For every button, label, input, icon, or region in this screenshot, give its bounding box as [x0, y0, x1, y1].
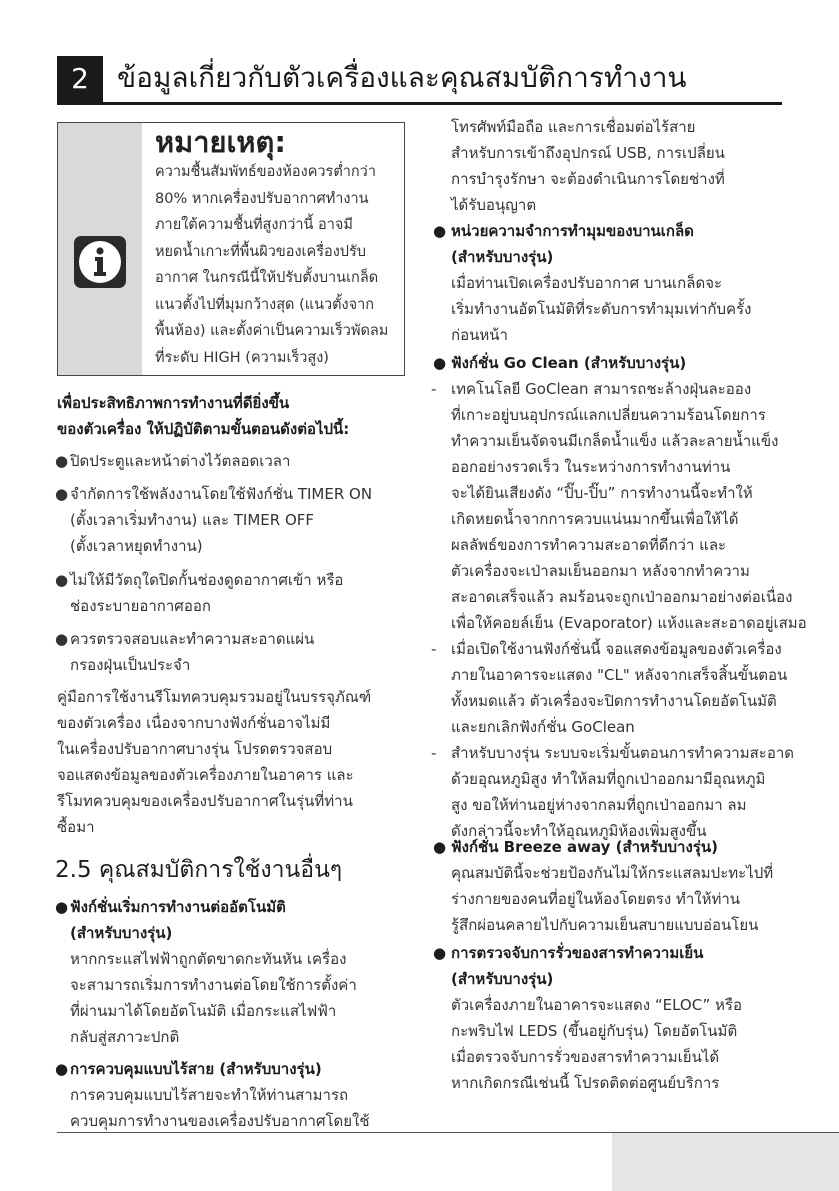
feature-body-line: หากเกิดกรณีเช่นนี้ โปรดติดต่อศูนย์บริการ [451, 1074, 720, 1092]
feature-body-line: กลับสู่สภาวะปกติ [70, 1028, 180, 1046]
manual-paragraph-line: รีโมทควบคุมของเครื่องปรับอากาศในรุ่นที่ท่าน [57, 792, 353, 810]
info-icon [74, 236, 126, 288]
feature-title: ฟังก์ชั่นเริ่มการทำงานต่ออัตโนมัติ [70, 898, 286, 916]
go-clean-line: สะอาดเสร็จแล้ว ลมร้อนจะถูกเป่าออกมาอย่างต่อเนื่อง [451, 588, 793, 606]
continuation-line: การบำรุงรักษา จะต้องดำเนินการโดยช่างที่ [451, 170, 725, 188]
dash-icon: - [431, 640, 437, 658]
feature-body-line: ตัวเครื่องภายในอาคารจะแสดง “ELOC” หรือ [451, 996, 742, 1014]
feature-title: การควบคุมแบบไร้สาย (สำหรับบางรุ่น) [70, 1060, 322, 1078]
feature-body-line: ควบคุมการทำงานของเครื่องปรับอากาศโดยใช้ [70, 1112, 370, 1130]
go-clean-line: ภายในอาคารจะแสดง "CL" หลังจากเสร็จสิ้นขั้นตอน [451, 666, 788, 684]
go-clean-line: สูง ขอให้ท่านอยู่ห่างจากลมที่ถูกเป่าออกมา ลม [451, 796, 747, 814]
manual-paragraph-line: ของตัวเครื่อง เนื่องจากบางฟังก์ชั่นอาจไม่มี [57, 714, 331, 732]
feature-title: ฟังก์ชั่น Breeze away (สำหรับบางรุ่น) [451, 838, 718, 856]
note-title: หมายเหตุ: [155, 125, 286, 159]
feature-body-line: รู้สึกผ่อนคลายไปกับความเย็นสบายแบบอ่อนโยน [451, 916, 759, 934]
tip-line: ไม่ให้มีวัตถุใดปิดกั้นช่องดูดอากาศเข้า หรือ [70, 571, 344, 589]
feature-title: (สำหรับบางรุ่น) [451, 248, 554, 266]
feature-title: ฟังก์ชั่น Go Clean (สำหรับบางรุ่น) [451, 354, 687, 372]
go-clean-line: ทั้งหมดแล้ว ตัวเครื่องจะปิดการทำงานโดยอัตโนมัติ [451, 692, 777, 710]
note-line: หยดน้ำเกาะที่พื้นผิวของเครื่องปรับ [155, 243, 366, 260]
tip-line: ช่องระบายอากาศออก [70, 597, 211, 615]
go-clean-line: ทำความเย็นจัดจนมีเกล็ดน้ำแข็ง แล้วละลายน้ำแข็ง [451, 432, 779, 450]
go-clean-line: ออกอย่างรวดเร็ว ในระหว่างการทำงานท่าน [451, 458, 731, 476]
tip-line: ควรตรวจสอบและทำความสะอาดแผ่น [70, 630, 315, 648]
feature-body-line: เริ่มทำงานอัตโนมัติที่ระดับการทำมุมเท่ากับครั้ง [451, 300, 752, 318]
efficiency-heading: ของตัวเครื่อง ให้ปฏิบัติตามขั้นตอนดังต่อไปนี้: [57, 420, 350, 438]
manual-paragraph-line: ซื้อมา [57, 818, 95, 836]
feature-title: (สำหรับบางรุ่น) [70, 924, 173, 942]
feature-title: หน่วยความจำการทำมุมของบานเกล็ด [451, 222, 694, 240]
go-clean-line: และยกเลิกฟังก์ชั่น GoClean [451, 718, 635, 736]
tip-line: จำกัดการใช้พลังงานโดยใช้ฟังก์ชั่น TIMER ON [70, 485, 373, 503]
feature-body-line: กะพริบไฟ LEDS (ขึ้นอยู่กับรุ่น) โดยอัตโนมัติ [451, 1022, 738, 1040]
feature-body-line: จะสามารถเริ่มการทำงานต่อโดยใช้การตั้งค่า [70, 976, 357, 994]
feature-body-line: ร่างกายของคนที่อยู่ในห้องโดยตรง ทำให้ท่าน [451, 890, 741, 908]
manual-paragraph-line: คู่มือการใช้งานรีโมทควบคุมรวมอยู่ในบรรจุภัณฑ์ [57, 688, 372, 706]
tip-line: ปิดประตูและหน้าต่างไว้ตลอดเวลา [70, 452, 291, 470]
go-clean-line: ผลลัพธ์ของการทำความสะอาดที่ดีกว่า และ [451, 536, 727, 554]
manual-paragraph-line: จอแสดงข้อมูลของตัวเครื่องภายในอาคาร และ [57, 766, 354, 784]
go-clean-line: เมื่อเปิดใช้งานฟังก์ชั่นนี้ จอแสดงข้อมูลของตัวเครื่อง [451, 640, 782, 658]
header-rule [57, 102, 782, 105]
bullet-icon: ● [55, 898, 69, 916]
go-clean-line: เกิดหยดน้ำจากการควบแน่นมากขึ้นเพื่อให้ได้ [451, 510, 739, 528]
chapter-number: 2 [57, 56, 103, 102]
bullet-icon: ● [433, 944, 447, 962]
bullet-icon: ● [55, 630, 69, 648]
bullet-icon: ● [55, 1060, 69, 1078]
feature-body-line: ที่ผ่านมาได้โดยอัตโนมัติ เมื่อกระแสไฟฟ้า [70, 1002, 337, 1020]
efficiency-heading: เพื่อประสิทธิภาพการทำงานที่ดียิ่งขึ้น [57, 394, 290, 412]
feature-title: (สำหรับบางรุ่น) [451, 970, 554, 988]
bullet-icon: ● [433, 222, 447, 240]
feature-body-line: เมื่อตรวจจับการรั่วของสารทำความเย็นได้ [451, 1048, 720, 1066]
go-clean-line: เทคโนโลยี GoClean สามารถชะล้างฝุ่นละออง [451, 380, 752, 398]
go-clean-line: ที่เกาะอยู่บนอุปกรณ์แลกเปลี่ยนความร้อนโดยการ [451, 406, 766, 424]
manual-paragraph-line: ในเครื่องปรับอากาศบางรุ่น โปรดตรวจสอบ [57, 740, 333, 758]
tip-line: กรองฝุ่นเป็นประจำ [70, 656, 191, 674]
tip-line: (ตั้งเวลาเริ่มทำงาน) และ TIMER OFF [70, 511, 315, 529]
note-line: แนวตั้งไปที่มุมกว้างสุด (แนวตั้งจาก [155, 296, 375, 313]
tip-line: (ตั้งเวลาหยุดทำงาน) [70, 537, 203, 555]
chapter-header [57, 56, 782, 102]
feature-body-line: ก่อนหน้า [451, 326, 508, 344]
dash-icon: - [431, 380, 437, 398]
note-line: ภายใต้ความชื้นที่สูงกว่านี้ อาจมี [155, 217, 353, 233]
feature-body-line: เมื่อท่านเปิดเครื่องปรับอากาศ บานเกล็ดจะ [451, 274, 723, 292]
continuation-line: สำหรับการเข้าถึงอุปกรณ์ USB, การเปลี่ยน [451, 144, 725, 162]
continuation-line: ได้รับอนุญาต [451, 196, 537, 214]
go-clean-line: ตัวเครื่องจะเป่าลมเย็นออกมา หลังจากทำความ [451, 562, 750, 580]
bullet-icon: ● [55, 485, 69, 503]
note-line: ความชื้นสัมพัทธ์ของห้องควรต่ำกว่า [155, 164, 376, 180]
note-line: พื้นห้อง) และตั้งค่าเป็นความเร็วพัดลม [155, 323, 389, 339]
go-clean-line: สำหรับบางรุ่น ระบบจะเริ่มขั้นตอนการทำความสะอาด [451, 744, 795, 762]
bullet-icon: ● [433, 838, 447, 856]
footer-block [612, 1133, 839, 1191]
go-clean-line: ดังกล่าวนี้จะทำให้อุณหภูมิห้องเพิ่มสูงขึ้น [451, 822, 707, 840]
dash-icon: - [431, 744, 437, 762]
feature-title: การตรวจจับการรั่วของสารทำความเย็น [451, 944, 704, 962]
note-box [57, 122, 405, 376]
note-text [155, 159, 401, 371]
bullet-icon: ● [433, 354, 447, 372]
go-clean-line: ด้วยอุณหภูมิสูง ทำให้ลมที่ถูกเป่าออกมามีอุณหภูมิ [451, 770, 766, 788]
feature-body-line: การควบคุมแบบไร้สายจะทำให้ท่านสามารถ [70, 1086, 349, 1104]
note-line: 80% หากเครื่องปรับอากาศทำงาน [155, 190, 369, 207]
feature-body-line: หากกระแสไฟฟ้าถูกตัดขาดกะทันหัน เครื่อง [70, 950, 347, 968]
section-heading: 2.5 คุณสมบัติการใช้งานอื่นๆ [55, 857, 343, 883]
go-clean-line: จะได้ยินเสียงดัง “ปิ๊บ-ปิ๊บ” การทำงานนี้จะทำให้ [451, 484, 753, 502]
feature-body-line: คุณสมบัตินี้จะช่วยป้องกันไม่ให้กระแสลมปะทะไปที่ [451, 864, 774, 882]
continuation-line: โทรศัพท์มือถือ และการเชื่อมต่อไร้สาย [451, 118, 696, 136]
note-line: อากาศ ในกรณีนี้ให้ปรับตั้งบานเกล็ด [155, 270, 379, 286]
bullet-icon: ● [55, 571, 69, 589]
bullet-icon: ● [55, 452, 69, 470]
go-clean-line: เพื่อให้คอยล์เย็น (Evaporator) แห้งและสะอาดอยู่เสมอ [451, 614, 807, 632]
chapter-title: ข้อมูลเกี่ยวกับตัวเครื่องและคุณสมบัติการทำงาน [117, 61, 687, 94]
note-line: ที่ระดับ HIGH (ความเร็วสูง) [155, 349, 329, 366]
